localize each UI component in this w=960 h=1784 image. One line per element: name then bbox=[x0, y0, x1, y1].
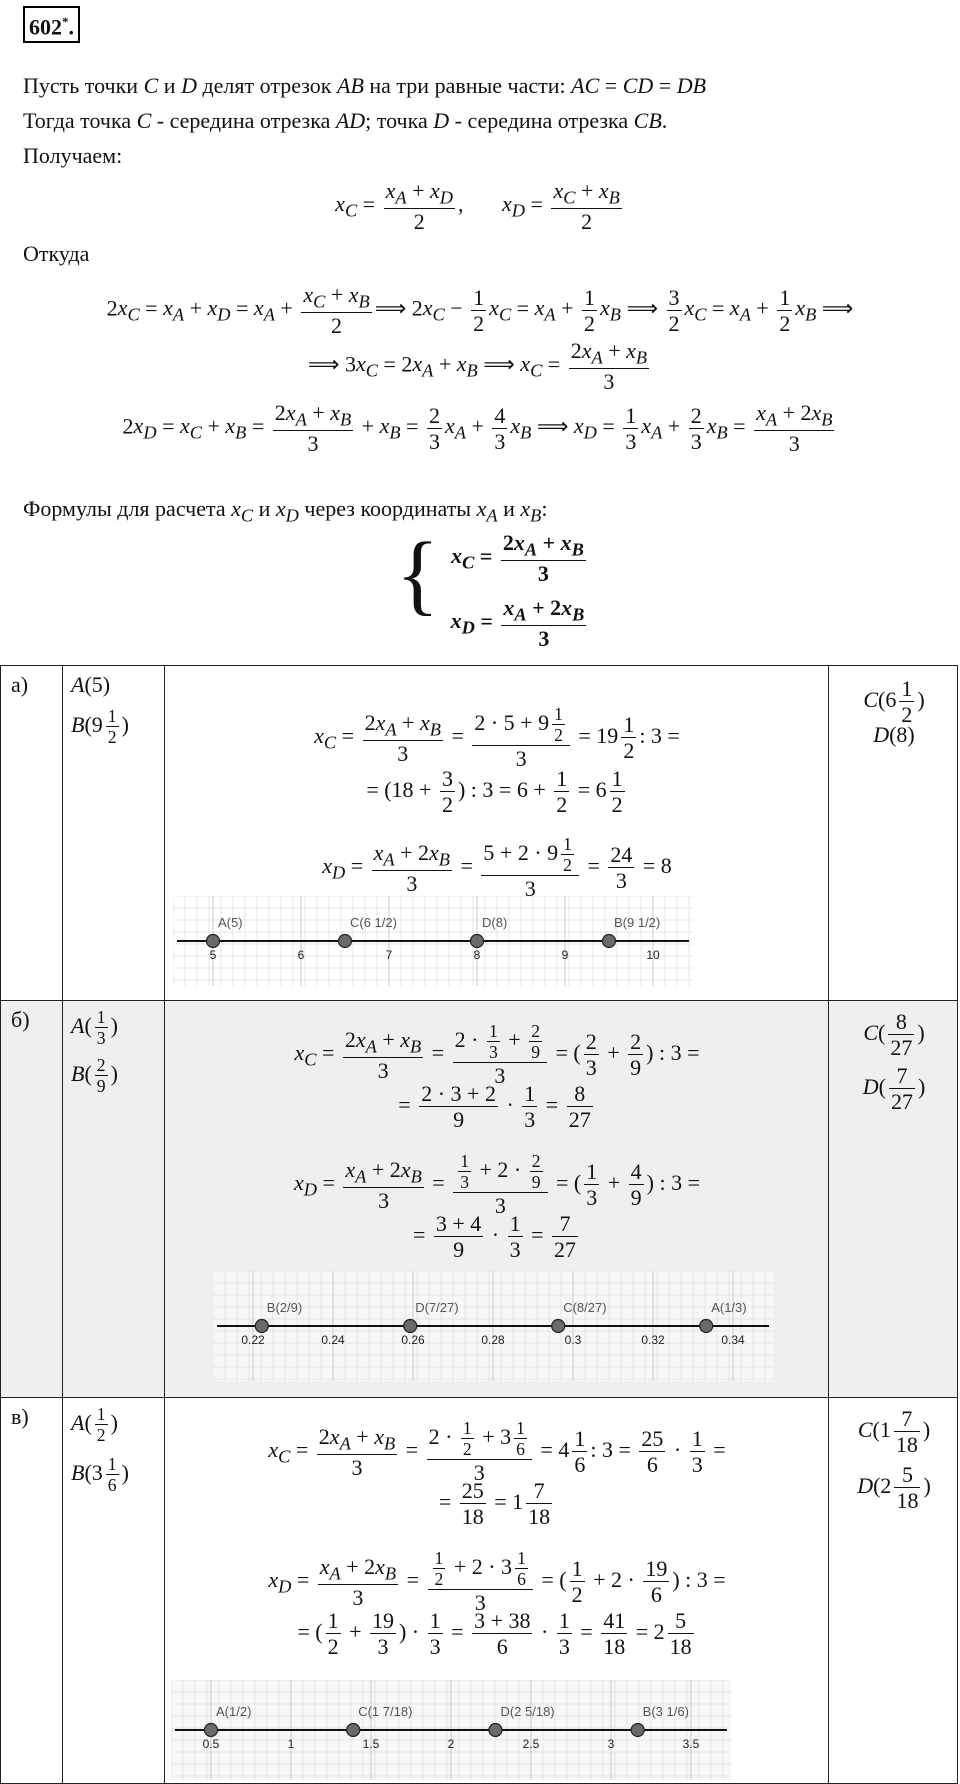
derivation-line-2: ⟹ $3x_C = 2x_A + x_B$ ⟹ $x_C$ = $\frac{2x_A + x_B}{3}$ bbox=[307, 338, 648, 395]
point-marker bbox=[347, 1724, 360, 1737]
work-line: $x_D$ = $\frac{x_A + 2x_B}{3}$ = $\frac{1}{2}$ + 2 · 3 $\frac{1}{6}$ 3 = ( $\frac{1}{2}$ + 2 · $\frac{19}{6}$ ) : 3 = bbox=[268, 1548, 726, 1616]
tick-label: 1 bbox=[287, 1737, 295, 1751]
tick-label: 9 bbox=[561, 948, 569, 962]
point-marker bbox=[205, 1724, 218, 1737]
point-marker bbox=[631, 1724, 644, 1737]
work-line: $x_C$ = $\frac{2x_A + x_B}{3}$ = 2 · $\frac{1}{3}$ + $\frac{2}{9}$ 3 = ( $\frac{2}{3}$ + $\frac{2}{9}$ ) : 3 = bbox=[294, 1021, 700, 1089]
work-line: $x_D$ = $\frac{x_A + 2x_B}{3}$ = $\frac{1}{3}$ + 2 · $\frac{2}{9}$ 3 = ( $\frac{1}{3}$ + $\frac{4}{9}$ ) : 3 = bbox=[293, 1151, 701, 1219]
answer-c: C(6 $\frac{1}{2}$ ) bbox=[863, 676, 925, 728]
table-row bbox=[0, 1397, 958, 1784]
point-label: A(1/2) bbox=[216, 1704, 252, 1719]
point-label: D(7/27) bbox=[415, 1300, 459, 1315]
point-label: B(3 1/6) bbox=[642, 1704, 689, 1719]
tick-label: 0.26 bbox=[401, 1333, 425, 1347]
point-marker bbox=[471, 935, 484, 948]
point-label: C(6 1/2) bbox=[350, 915, 397, 930]
point-label: B(9 1/2) bbox=[614, 915, 661, 930]
otkuda-label: Откуда bbox=[23, 241, 90, 266]
point-marker bbox=[404, 1320, 417, 1333]
answer-d: D( $\frac{7}{27}$ ) bbox=[862, 1063, 926, 1115]
intro-line-2: Тогда точка C - середина отрезка AD; точка D - середина отрезка CB. bbox=[23, 108, 668, 133]
problem-number: 602*. bbox=[23, 6, 80, 43]
point-marker bbox=[700, 1320, 713, 1333]
answer-d: D(8) bbox=[873, 722, 915, 747]
tick-label: 10 bbox=[646, 948, 660, 962]
point-a: A( $\frac{1}{2}$ ) bbox=[71, 1404, 118, 1446]
tick-label: 0.34 bbox=[721, 1333, 745, 1347]
tick-label: 0.24 bbox=[321, 1333, 345, 1347]
point-b: B(9 $\frac{1}{2}$ ) bbox=[71, 706, 129, 748]
row-label: в) bbox=[11, 1404, 29, 1429]
number-line bbox=[171, 1680, 731, 1780]
tick-label: 0.3 bbox=[564, 1333, 582, 1347]
intro-line-1: Пусть точки C и D делят отрезок AB на три равные части: AC = CD = DB bbox=[23, 73, 707, 98]
table-row bbox=[0, 665, 958, 1001]
tick-label: 5 bbox=[209, 948, 217, 962]
answer-c: C( $\frac{8}{27}$ ) bbox=[863, 1009, 925, 1061]
work-line: = ( $\frac{1}{2}$ + $\frac{19}{3}$ ) · $\frac{1}{3}$ = $\frac{3 + 38}{6}$ · $\frac{1}{3}$ = $\frac{41}{18}$ = 2 $\frac{5}{18}$ bbox=[297, 1608, 692, 1660]
intro-line-3: Получаем: bbox=[23, 143, 123, 168]
tick-label: 3 bbox=[607, 1737, 615, 1751]
work-line: $x_C$ = $\frac{2x_A + x_B}{3}$ = 2 · $\frac{1}{2}$ + 3 $\frac{1}{6}$ 3 = 4 $\frac{1}{6}$ : 3 = $\frac{25}{6}$ · $\frac{1}{3}$ = bbox=[268, 1418, 726, 1486]
answer-d: D(2 $\frac{5}{18}$ ) bbox=[857, 1462, 931, 1514]
work-line: = $\frac{2 \cdot 3 + 2}{9}$ · $\frac{1}{3}$ = $\frac{8}{27}$ bbox=[398, 1081, 591, 1133]
point-label: D(8) bbox=[482, 915, 508, 930]
solutions-table bbox=[0, 665, 960, 1784]
work-line: = (18 + $\frac{3}{2}$ ) : 3 = 6 + $\frac{1}{2}$ = 6 $\frac{1}{2}$ bbox=[366, 766, 623, 818]
point-label: D(2 5/18) bbox=[500, 1704, 555, 1719]
formulas-intro: Формулы для расчета $x_C$ и $x_D$ через координаты $x_A$ и $x_B$: bbox=[23, 496, 548, 526]
point-label: B(2/9) bbox=[266, 1300, 303, 1315]
row-label: б) bbox=[11, 1007, 30, 1032]
work-line: $x_D$ = $\frac{x_A + 2x_B}{3}$ = 5 + 2 · 9 $\frac{1}{2}$ 3 = $\frac{24}{3}$ = 8 bbox=[322, 834, 672, 902]
tick-label: 7 bbox=[385, 948, 393, 962]
tick-label: 1.5 bbox=[362, 1737, 380, 1751]
point-label: C(8/27) bbox=[563, 1300, 607, 1315]
system-eq-c: $x_C$ = $\frac{2x_A + x_B}{3}$ bbox=[451, 530, 584, 587]
tick-label: 3.5 bbox=[682, 1737, 700, 1751]
point-a: A(5) bbox=[71, 672, 111, 697]
work-line: = $\frac{25}{18}$ = 1 $\frac{7}{18}$ bbox=[438, 1478, 551, 1530]
tick-label: 6 bbox=[297, 948, 305, 962]
point-label: C(1 7/18) bbox=[358, 1704, 413, 1719]
table-row bbox=[0, 1000, 958, 1398]
midpoint-equations: $x_C$ = $\frac{x_A + x_D}{2}$ , $x_D$ = $\frac{x_C + x_B}{2}$ bbox=[335, 178, 620, 235]
point-b: B(3 $\frac{1}{6}$ ) bbox=[71, 1454, 129, 1496]
tick-label: 8 bbox=[473, 948, 481, 962]
system-eq-d: $x_D$ = $\frac{x_A + 2x_B}{3}$ bbox=[450, 595, 585, 652]
work-line: = $\frac{3 + 4}{9}$ · $\frac{1}{3}$ = $\frac{7}{27}$ bbox=[412, 1211, 577, 1263]
derivation-line-1: $2x_C = x_A + x_D = x_A$ + $\frac{x_C + x_B}{2}$ ⟹ $2x_C$ − $\frac{1}{2}$ $x_C = x_A$ + $\frac{1}{2}$ $x_B$ ⟹ $\frac{3}{2}$ $x_C = x_A$ + $\frac{1}{2}$ $x_B$ ⟹ bbox=[106, 282, 854, 339]
derivation-line-3: $2x_D = x_C + x_B$ = $\frac{2x_A + x_B}{3}$ + $x_B$ = $\frac{2}{3}$ $x_A$ + $\frac{4}{3}$ $x_B$ ⟹ $x_D$ = $\frac{1}{3}$ $x_A$ + $\frac{2}{3}$ $x_B$ = $\frac{x_A + 2x_B}{3}$ bbox=[122, 400, 833, 457]
tick-label: 2.5 bbox=[522, 1737, 540, 1751]
point-marker bbox=[489, 1724, 502, 1737]
tick-label: 2 bbox=[447, 1737, 455, 1751]
answer-c: C(1 $\frac{7}{18}$ ) bbox=[857, 1406, 931, 1458]
point-label: A(5) bbox=[218, 915, 243, 930]
tick-label: 0.32 bbox=[641, 1333, 665, 1347]
number-line bbox=[173, 896, 693, 986]
system-brace: { bbox=[396, 525, 440, 624]
tick-label: 0.28 bbox=[481, 1333, 505, 1347]
point-marker bbox=[552, 1320, 565, 1333]
point-b: B( $\frac{2}{9}$ ) bbox=[71, 1055, 118, 1097]
point-label: A(1/3) bbox=[711, 1300, 747, 1315]
point-marker bbox=[255, 1320, 268, 1333]
point-marker bbox=[339, 935, 352, 948]
tick-label: 0.5 bbox=[202, 1737, 220, 1751]
row-label: а) bbox=[11, 672, 29, 697]
tick-label: 0.22 bbox=[241, 1333, 265, 1347]
number-line bbox=[213, 1271, 773, 1381]
work-line: $x_C$ = $\frac{2x_A + x_B}{3}$ = 2 · 5 + 9 $\frac{1}{2}$ 3 = 19 $\frac{1}{2}$ : 3 = bbox=[314, 704, 680, 772]
point-a: A( $\frac{1}{3}$ ) bbox=[71, 1007, 118, 1049]
point-marker bbox=[603, 935, 616, 948]
point-marker bbox=[207, 935, 220, 948]
